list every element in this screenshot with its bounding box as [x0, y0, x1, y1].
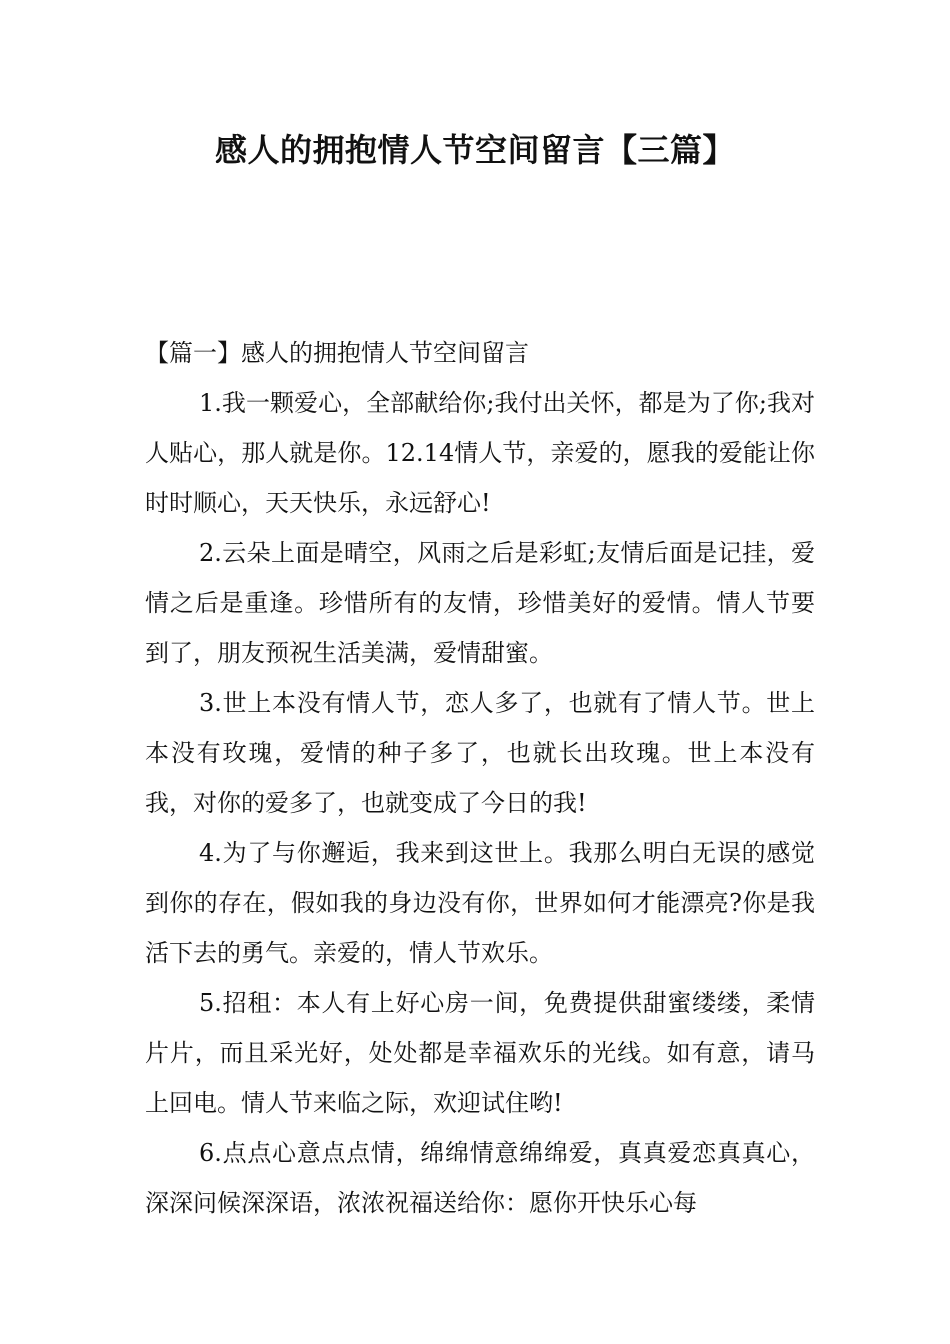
paragraph-6: 6.点点心意点点情，绵绵情意绵绵爱，真真爱恋真真心，深深问候深深语，浓浓祝福送给你：愿你开快乐心每 — [145, 1139, 815, 1217]
document-body — [145, 328, 815, 1228]
paragraph-1: 1.我一颗爱心，全部献给你;我付出关怀，都是为了你;我对人贴心，那人就是你。12.14情人节，亲爱的，愿我的爱能让你时时顺心，天天快乐，永远舒心! — [145, 389, 815, 517]
document-title: 感人的拥抱情人节空间留言【三篇】 — [214, 131, 735, 169]
paragraph-2: 2.云朵上面是晴空，风雨之后是彩虹;友情后面是记挂，爱情之后是重逢。珍惜所有的友情，珍惜美好的爱情。情人节要到了，朋友预祝生活美满，爱情甜蜜。 — [145, 539, 815, 667]
paragraph-5: 5.招租：本人有上好心房一间，免费提供甜蜜缕缕，柔情片片，而且采光好，处处都是幸福欢乐的光线。如有意，请马上回电。情人节来临之际，欢迎试住哟! — [145, 989, 815, 1117]
paragraph-3: 3.世上本没有情人节，恋人多了，也就有了情人节。世上本没有玫瑰，爱情的种子多了，也就长出玫瑰。世上本没有我，对你的爱多了，也就变成了今日的我! — [145, 689, 815, 817]
section-heading: 【篇一】感人的拥抱情人节空间留言 — [145, 339, 529, 367]
paragraph-4: 4.为了与你邂逅，我来到这世上。我那么明白无误的感觉到你的存在，假如我的身边没有你，世界如何才能漂亮?你是我活下去的勇气。亲爱的，情人节欢乐。 — [145, 839, 815, 967]
